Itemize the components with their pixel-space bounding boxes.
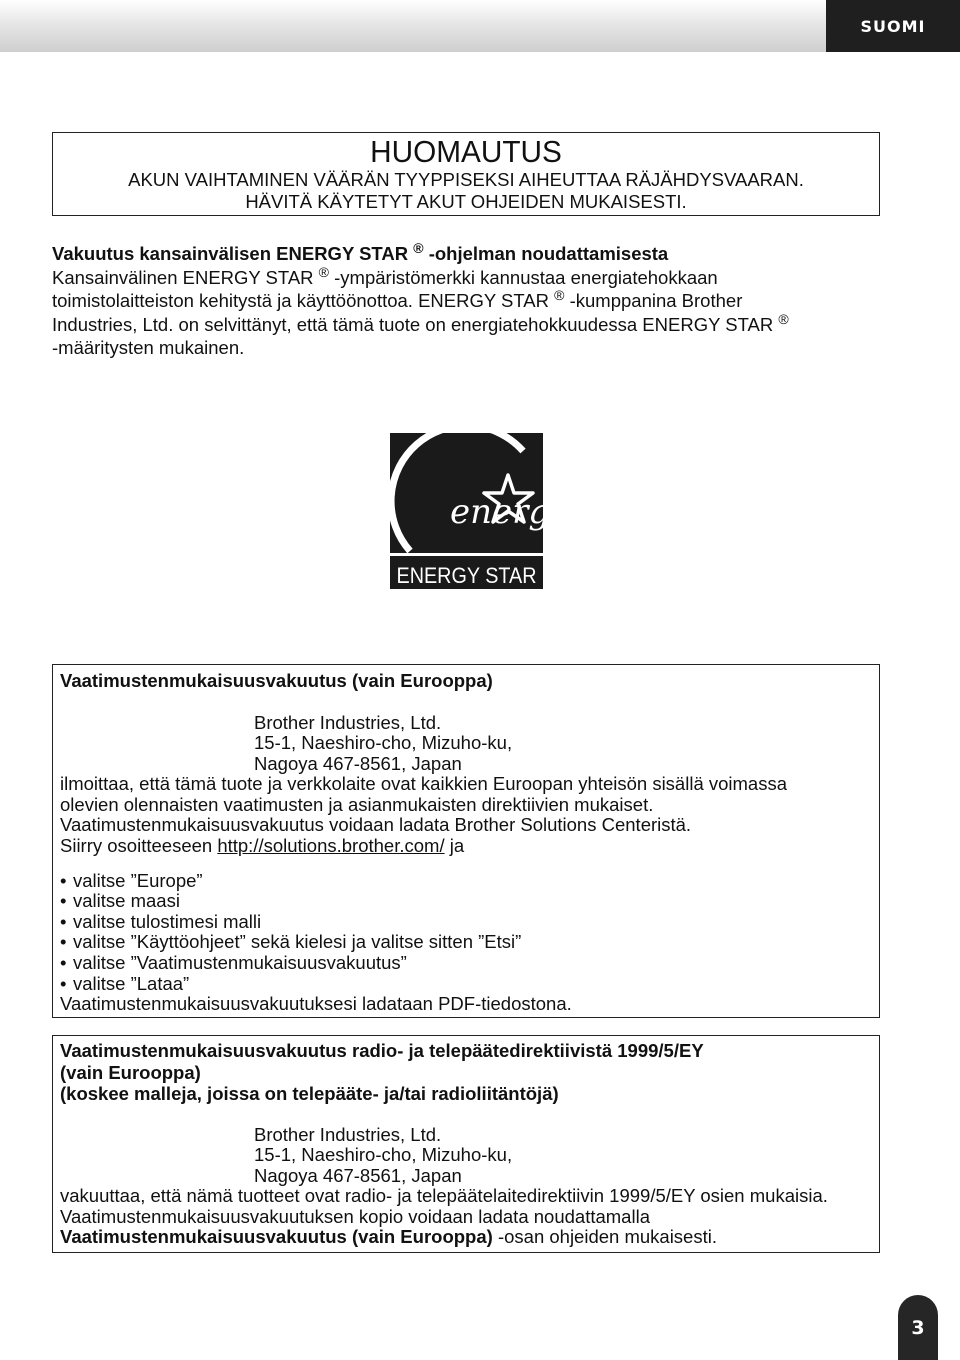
warning-box	[52, 132, 880, 216]
list-item: • valitse ”Europe”	[60, 871, 879, 892]
warning-line-1: AKUN VAIHTAMINEN VÄÄRÄN TYYPPISEKSI AIHEUTTAA RÄJÄHDYSVAARAN.	[128, 169, 804, 190]
energy-star-logo-graphic	[390, 433, 570, 589]
page-number: 3	[898, 1295, 938, 1360]
address-line-2: Nagoya 467-8561, Japan	[254, 752, 462, 774]
solutions-link[interactable]: http://solutions.brother.com/	[217, 835, 445, 857]
company-name: Brother Industries, Ltd.	[254, 711, 442, 733]
declaration-text-3: Vaatimustenmukaisuusvakuutus voidaan ladata Brother Solutions Centeristä.	[60, 814, 692, 836]
registered-mark: ®	[554, 287, 565, 303]
energy-star-line-2: toimistolaitteiston kehitystä ja käyttöönottoa. ENERGY STAR ® -kumppanina Brother	[52, 287, 743, 311]
language-tab: SUOMI	[826, 0, 960, 52]
declaration-radio-title-3: (koskee malleja, joissa on telepääte- ja/tai radioliitäntöjä)	[60, 1083, 559, 1104]
declaration-radio-box	[52, 1035, 880, 1253]
declaration-text-2: Vaatimustenmukaisuusvakuutuksen kopio voidaan ladata noudattamalla	[60, 1205, 650, 1227]
energy-star-heading: Vakuutus kansainvälisen ENERGY STAR ® -ohjelman noudattamisesta	[52, 240, 669, 264]
warning-line-2: HÄVITÄ KÄYTETYT AKUT OHJEIDEN MUKAISESTI.	[245, 191, 687, 212]
registered-mark: ®	[318, 263, 329, 280]
declaration-eu-title: Vaatimustenmukaisuusvakuutus (vain Eurooppa)	[60, 670, 493, 691]
energy-star-logo	[390, 433, 570, 589]
list-item: • valitse tulostimesi malli	[60, 912, 879, 933]
declaration-text-1: ilmoittaa, että tämä tuote ja verkkolaite ovat kaikkien Euroopan yhteisön sisällä voimassa	[60, 773, 788, 795]
address-line-2: Nagoya 467-8561, Japan	[254, 1164, 462, 1186]
declaration-closing: Vaatimustenmukaisuusvakuutuksesi ladataan PDF-tiedostona.	[60, 993, 572, 1015]
registered-mark: ®	[778, 310, 789, 327]
declaration-text-4: Siirry osoitteeseen http://solutions.brother.com/ ja	[60, 835, 465, 857]
declaration-radio-title-1: Vaatimustenmukaisuusvakuutus radio- ja telepäätedirektiivistä 1999/5/EY	[60, 1040, 704, 1061]
declaration-text-1: vakuuttaa, että nämä tuotteet ovat radio- ja telepäätelaitedirektiivin 1999/5/EY osien mukaisia.	[60, 1185, 828, 1207]
registered-mark: ®	[413, 240, 424, 256]
energy-star-line-4: -määritysten mukainen.	[52, 337, 245, 358]
list-item: • valitse ”Vaatimustenmukaisuusvakuutus”	[60, 953, 879, 974]
address-line-1: 15-1, Naeshiro-cho, Mizuho-ku,	[254, 732, 513, 754]
header-bar	[0, 0, 960, 52]
list-item: • valitse ”Lataa”	[60, 974, 879, 995]
energy-star-section	[52, 240, 882, 360]
energy-script: energy	[450, 492, 570, 532]
energy-star-line-1: Kansainvälinen ENERGY STAR ® -ympäristömerkki kannustaa energiatehokkaan	[52, 263, 718, 288]
list-item: • valitse maasi	[60, 891, 879, 912]
declaration-text-2: olevien olennaisten vaatimusten ja asianmukaisten direktiivien mukaiset.	[60, 793, 654, 815]
declaration-radio-title-2: (vain Eurooppa)	[60, 1061, 201, 1083]
energy-star-line-3: Industries, Ltd. on selvittänyt, että tämä tuote on energiatehokkuudessa ENERGY STAR ®	[52, 310, 789, 335]
company-name: Brother Industries, Ltd.	[254, 1123, 442, 1145]
warning-title: HUOMAUTUS	[370, 134, 562, 169]
declaration-eu-box	[52, 664, 880, 1018]
list-item: • valitse ”Käyttöohjeet” sekä kielesi ja valitse sitten ”Etsi”	[60, 932, 879, 953]
energy-star-logo-text: ENERGY STAR	[396, 563, 537, 588]
declaration-text-3: Vaatimustenmukaisuusvakuutus (vain Eurooppa) -osan ohjeiden mukaisesti.	[60, 1226, 717, 1248]
address-line-1: 15-1, Naeshiro-cho, Mizuho-ku,	[254, 1144, 513, 1166]
